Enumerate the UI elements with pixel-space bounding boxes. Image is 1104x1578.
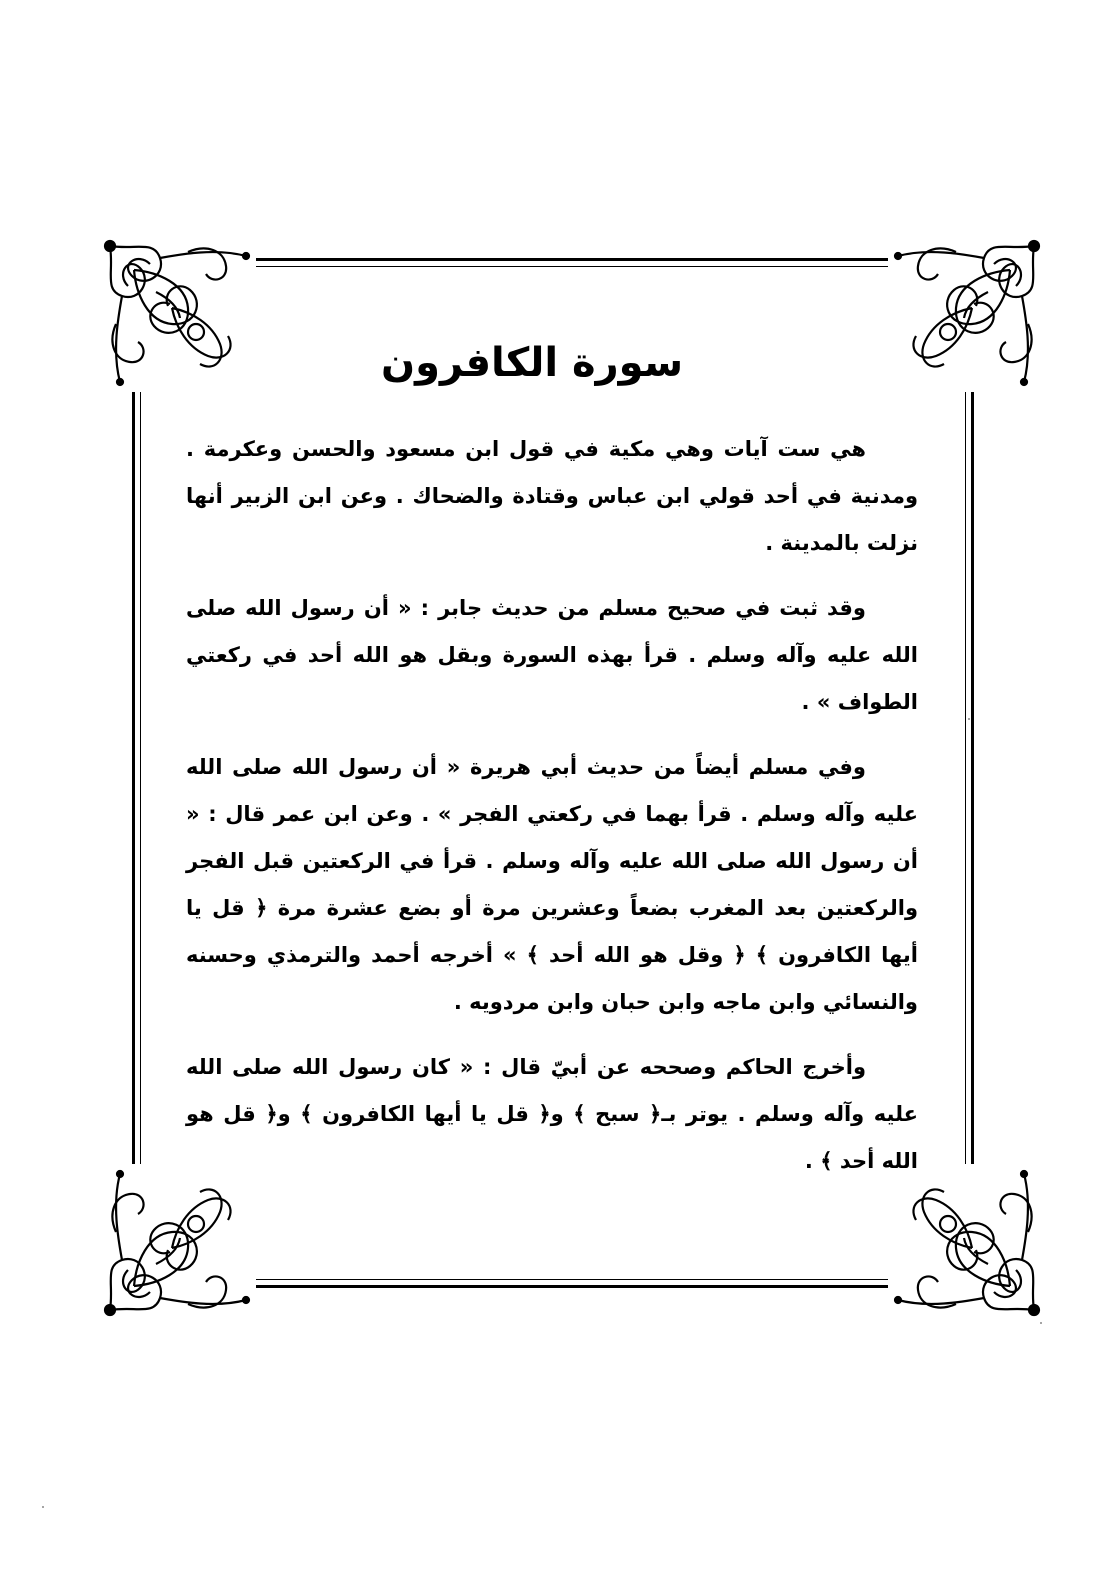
- scan-speck: [968, 718, 970, 720]
- scan-speck: [1040, 1322, 1042, 1324]
- paragraph-1: هي ست آيات وهي مكية في قول ابن مسعود والحسن وعكرمة . ومدنية في أحد قولي ابن عباس وقتادة والضحاك . وعن ابن الزبير أنها نزلت بالمدينة .: [186, 437, 918, 555]
- paragraph-4: وأخرج الحاكم وصححه عن أبيّ قال : « كان رسول الله صلى الله عليه وآله وسلم . يوتر بـ﴿ سبح ﴾ و﴿ قل يا أيها الكافرون ﴾ و﴿ قل هو الله أحد ﴾ .: [186, 1055, 918, 1173]
- page-content: [186, 340, 918, 1203]
- paragraph-3: وفي مسلم أيضاً من حديث أبي هريرة « أن رسول الله صلى الله عليه وآله وسلم . قرأ بهما في ركعتي الفجر » . وعن ابن عمر قال : « أن رسول الله صلى الله عليه وآله وسلم . قرأ في الركعتين قبل الفجر والركعتين بعد المغرب بضعاً وعشرين مرة أو بضع عشرة مرة ﴿ قل يا أيها الكافرون ﴾ ﴿ وقل هو الله أحد ﴾ » أخرجه أحمد والترمذي وحسنه والنسائي وابن ماجه وابن حبان وابن مردويه .: [186, 755, 918, 1014]
- scan-speck: [42, 1506, 44, 1508]
- paragraph-2: وقد ثبت في صحيح مسلم من حديث جابر : « أن رسول الله صلى الله عليه وآله وسلم . قرأ بهذه السورة وبقل هو الله أحد في ركعتي الطواف » .: [186, 596, 918, 714]
- page-title: سورة الكافرون: [380, 340, 684, 386]
